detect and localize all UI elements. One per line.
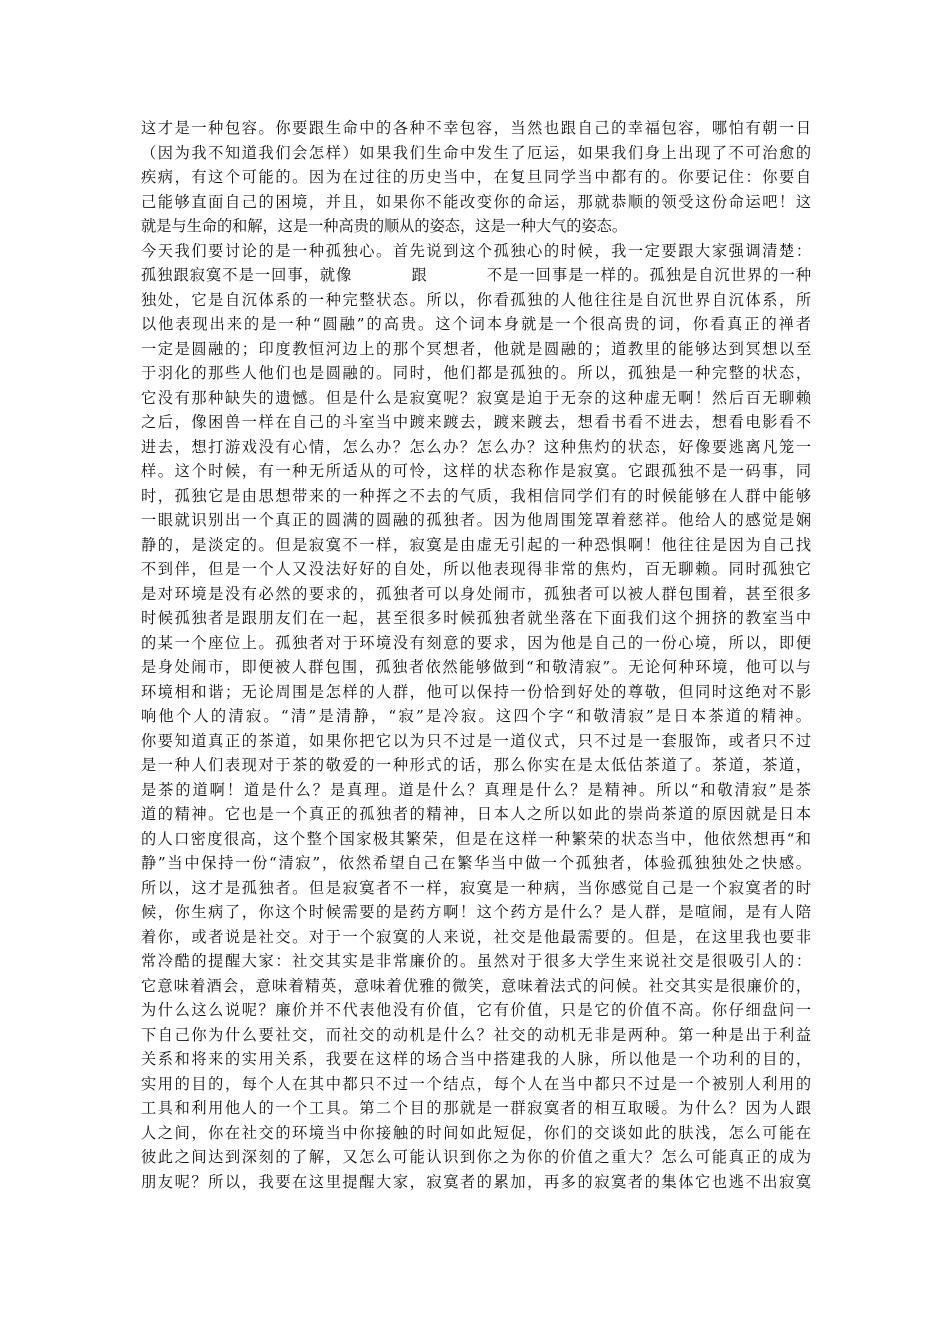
- text-line-21: 时候孤独者是跟朋友们在一起，甚至很多时候孤独者就坐落在下面我们这个拥挤的教室当中: [141, 609, 811, 627]
- text-line-15: 样。这个时候，有一种无所适从的可怜，这样的状态称作是寂寞。它跟孤独不是一码事，同: [141, 462, 811, 480]
- text-line-27: 是一种人们表现对于茶的敬爱的一种形式的话，那么你实在是太低估茶道了。茶道，茶道，: [141, 756, 811, 774]
- text-line-16: 时，孤独它是由思想带来的一种挥之不去的气质，我相信同学们有的时候能够在人群中能够: [141, 486, 811, 505]
- text-line-28: 是茶的道啊！道是什么？是真理。道是什么？真理是什么？是精神。所以“和敬清寂”是茶: [141, 780, 811, 799]
- text-line-34: 着你，或者说是社交。对于一个寂寞的人来说，社交是他最需要的。但是，在这里我也要非: [141, 927, 811, 946]
- text-line-1: 这才是一种包容。你要跟生命中的各种不幸包容，当然也跟自己的幸福包容，哪怕有朝一日: [141, 119, 811, 137]
- text-line-17: 一眼就识别出一个真正的圆满的圆融的孤独者。因为他周围笼罩着慈祥。他给人的感觉是娴: [141, 511, 811, 529]
- text-line-44: 朋友呢？所以，我要在这里提醒大家，寂寞者的累加，再多的寂寞者的集体它也逃不出寂寞: [141, 1172, 811, 1191]
- text-line-10: 一定是圆融的；印度教恒河边上的那个冥想者，他就是圆融的；道教里的能够达到冥想以至: [141, 339, 811, 358]
- text-line-40: 实用的目的，每个人在其中都只不过一个结点，每个人在当中都只不过是一个被别人利用的: [141, 1074, 811, 1093]
- text-line-41: 工具和利用他人的一个工具。第二个目的那就是一群寂寞者的相互取暖。为什么？因为人跟: [141, 1099, 811, 1117]
- text-line-30: 的人口密度很高，这个整个国家极其繁荣，但是在这样一种繁荣的状态当中，他依然想再“和: [141, 829, 811, 848]
- document-page: [141, 116, 811, 1194]
- gap-line-part-3: 不是一回事是一样的。孤独是自沉世界的一种: [485, 266, 811, 284]
- text-line-26: 你要知道真正的茶道，如果你把它以为只不过是一道仪式，只不过是一套服饰，或者只不过: [141, 731, 811, 750]
- text-line-25: 响他个人的清寂。“清”是清静，“寂”是冷寂。这四个字“和敬清寂”是日本茶道的精神。: [141, 707, 811, 725]
- text-line-42: 人之间，你在社交的环境当中你接触的时间如此短促，你们的交谈如此的肤浅，怎么可能在: [141, 1123, 811, 1142]
- gap-line-part-1: 孤独跟寂寞不是一回事，就像: [141, 266, 353, 284]
- text-line-19: 不到伴，但是一个人又没法好好的自处，所以他表现得非常的焦灼，百无聊赖。同时孤独它: [141, 560, 811, 578]
- text-line-11: 于羽化的那些人他们也是圆融的。同时，他们都是孤独的。所以，孤独是一种完整的状态，: [141, 364, 811, 382]
- text-line-24: 环境相和谐；无论周围是怎样的人群，他可以保持一份恰到好处的尊敬，但同时这绝对不影: [141, 682, 811, 701]
- text-line-32: 所以，这才是孤独者。但是寂寞者不一样，寂寞是一种病，当你感觉自己是一个寂寞者的时: [141, 878, 811, 897]
- text-line-23: 是身处闹市，即便被人群包围，孤独者依然能够做到“和敬清寂”。无论何种环境，他可以与: [141, 658, 811, 676]
- text-line-35: 常冷酷的提醒大家：社交其实是非常廉价的。虽然对于很多大学生来说社交是很吸引人的：: [141, 952, 811, 970]
- text-line-38: 下自己你为什么要社交，而社交的动机是什么？社交的动机无非是两种。第一种是出于利益: [141, 1025, 811, 1044]
- text-line-12: 它没有那种缺失的遗憾。但是什么是寂寞呢？寂寞是迫于无奈的这种虚无啊！然后百无聊赖: [141, 388, 811, 407]
- text-line-9: 以他表现出来的是一种“圆融”的高贵。这个词本身就是一个很高贵的词，你看真正的禅者: [141, 315, 811, 333]
- text-line-3: 疾病，有这个可能的。因为在过往的历史当中，在复旦同学当中都有的。你要记住：你要自: [141, 168, 811, 186]
- text-line-39: 关系和将来的实用关系，我要在这样的场合当中搭建我的人脉，所以他是一个功利的目的，: [141, 1050, 811, 1068]
- text-line-33: 候，你生病了，你这个时候需要的是药方啊！这个药方是什么？是人群，是喧闹，是有人陪: [141, 903, 811, 921]
- text-line-20: 是对环境是没有必然的要求的，孤独者可以身处闹市，孤独者可以被人群包围着，甚至很多: [141, 584, 811, 603]
- text-line-37: 为什么这么说呢？廉价并不代表他没有价值，它有价值，只是它的价值不高。你仔细盘问一: [141, 1001, 811, 1019]
- text-line-22: 的某一个座位上。孤独者对于环境没有刻意的要求，因为他是自己的一份心境，所以，即便: [141, 633, 811, 652]
- gap-line-part-2: 跟: [410, 266, 428, 284]
- text-line-7-gapped: [141, 263, 811, 288]
- text-line-4: 己能够直面自己的困境，并且，如果你不能改变你的命运，那就恭顺的领受这份命运吧！这: [141, 192, 811, 211]
- text-line-43: 彼此之间达到深刻的了解，又怎么可能认识到你之为你的价值之重大？怎么可能真正的成为: [141, 1148, 811, 1166]
- text-line-31: 静”当中保持一份“清寂”，依然希望自己在繁华当中做一个孤独者，体验孤独独处之快感。: [141, 854, 811, 872]
- text-line-29: 道的精神。它也是一个真正的孤独者的精神，日本人之所以如此的崇尚茶道的原因就是日本: [141, 805, 811, 823]
- text-line-18: 静的，是淡定的。但是寂寞不一样，寂寞是由虚无引起的一种恐惧啊！他往往是因为自己找: [141, 535, 811, 554]
- text-line-6: 今天我们要讨论的是一种孤独心。首先说到这个孤独心的时候，我一定要跟大家强调清楚：: [141, 241, 811, 260]
- text-line-14: 进去，想打游戏没有心情，怎么办？怎么办？怎么办？这种焦灼的状态，好像要逃离凡笼一: [141, 437, 811, 456]
- text-line-13: 之后，像困兽一样在自己的斗室当中踱来踱去，踱来踱去，想看书看不进去，想看电影看不: [141, 413, 811, 431]
- text-line-2: （因为我不知道我们会怎样）如果我们生命中发生了厄运，如果我们身上出现了不可治愈的: [141, 143, 811, 162]
- text-line-5: 就是与生命的和解，这是一种高贵的顺从的姿态，这是一种大气的姿态。: [141, 217, 627, 235]
- text-line-36: 它意味着酒会，意味着精英，意味着优雅的微笑，意味着法式的问候。社交其实是很廉价的，: [141, 976, 811, 995]
- text-line-8: 独处，它是自沉体系的一种完整状态。所以，你看孤独的人他往往是自沉世界自沉体系，所: [141, 290, 811, 309]
